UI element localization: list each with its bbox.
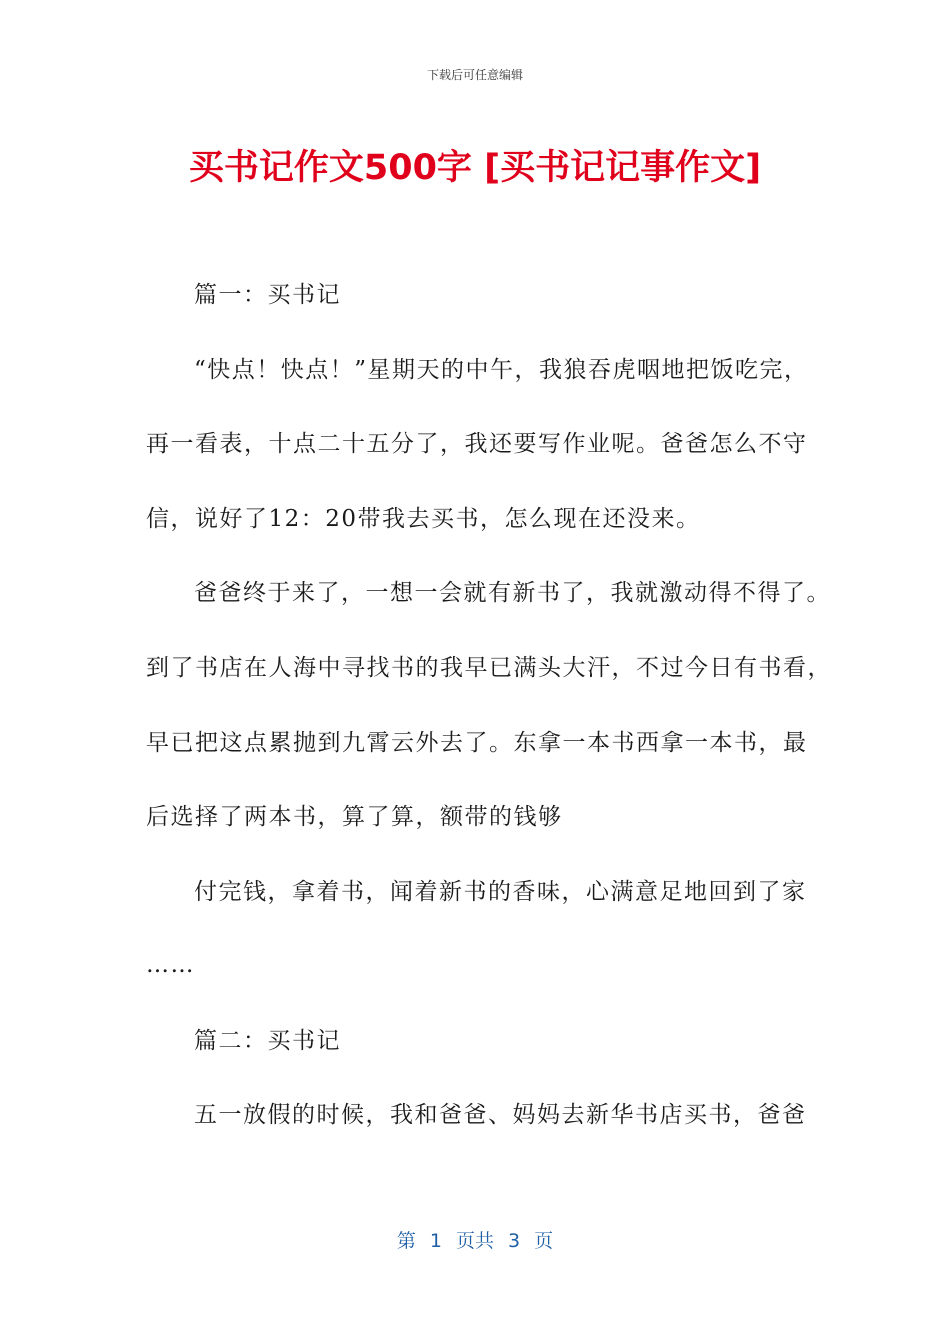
page-footer [0,1226,950,1253]
section-heading-1: 篇一：买书记 [194,282,341,308]
paragraph-line: …… [146,952,195,978]
paragraph-line: 后选择了两本书，算了算，额带的钱够 [146,804,563,830]
paragraph-line: 再一看表，十点二十五分了，我还要写作业呢。爸爸怎么不守 [146,431,808,457]
document-title: 买书记作文500字 [买书记记事作文] [188,148,762,188]
paragraph-line: 信，说好了12：20带我去买书，怎么现在还没来。 [146,506,701,532]
paragraph-line: “快点！快点！”星期天的中午，我狼吞虎咽地把饭吃完， [194,357,809,383]
paragraph-line: 到了书店在人海中寻找书的我早已满头大汗，不过今日有书看， [146,655,832,681]
paragraph-line: 五一放假的时候，我和爸爸、妈妈去新华书店买书，爸爸 [194,1102,807,1128]
paragraph-line: 付完钱，拿着书，闻着新书的香味，心满意足地回到了家 [194,879,807,905]
paragraph-line: 爸爸终于来了，一想一会就有新书了，我就激动得不得了。 [194,580,831,606]
page-label-mid: 页共 [455,1230,494,1252]
section-heading-2: 篇二：买书记 [194,1028,341,1054]
page-label-post: 页 [534,1230,554,1252]
page-total: 3 [508,1230,521,1252]
paragraph-line: 早已把这点累抛到九霄云外去了。东拿一本书西拿一本书，最 [146,730,808,756]
page-current: 1 [429,1230,442,1252]
page-label-pre: 第 [396,1230,416,1252]
header-note: 下载后可任意编辑 [426,68,523,82]
